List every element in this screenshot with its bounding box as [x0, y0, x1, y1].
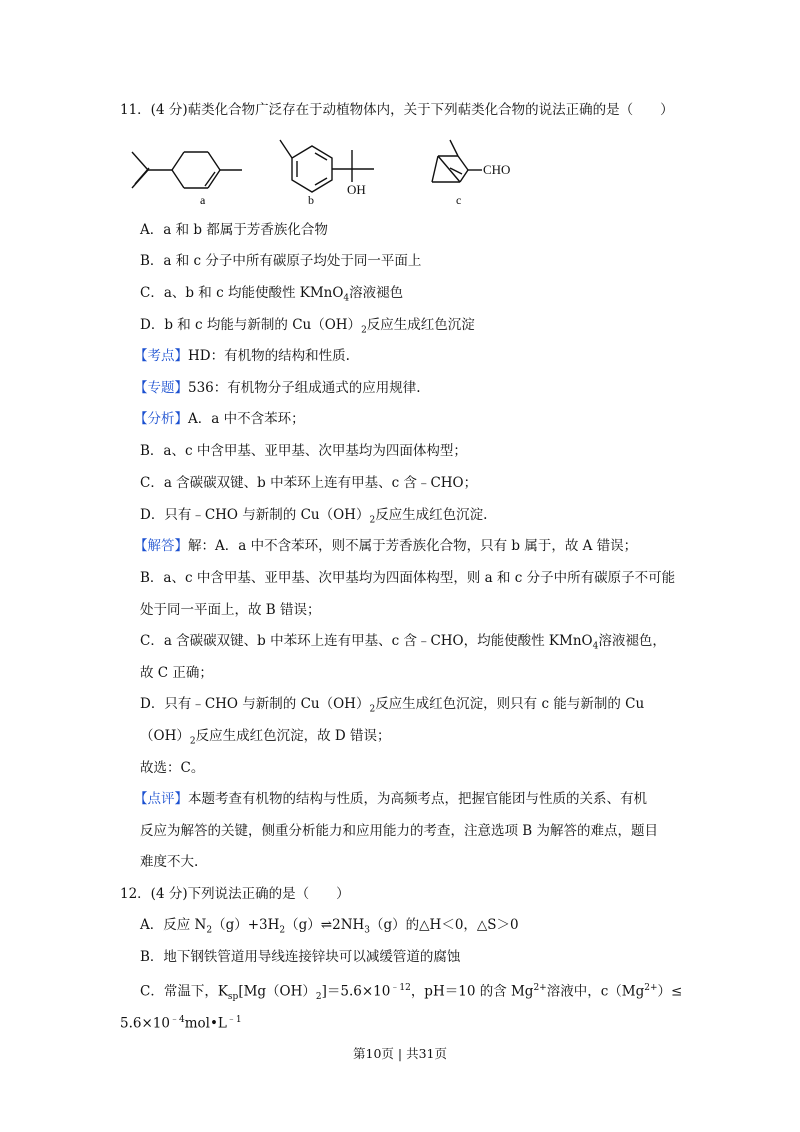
q11-jieda: 【解答】解：A．a 中不含苯环，则不属于芳香族化合物，只有 b 属于，故 A 错误； — [134, 538, 638, 554]
structure-a-label: a — [200, 193, 206, 207]
structure-c-label: c — [456, 193, 462, 207]
page-footer: 第10页 | 共31页 — [353, 1046, 447, 1061]
structure-b-label: b — [308, 193, 314, 207]
q11-fenxi: 【分析】A．a 中不含苯环； — [134, 411, 305, 427]
q11-jieda-c1: C．a 含碳碳双键、b 中苯环上连有甲基、c 含﹣CHO，均能使酸性 KMnO$_4$溶液褪色， — [140, 633, 666, 652]
structure-a — [132, 152, 242, 188]
q11-fenxi-d: D．只有﹣CHO 与新制的 $Cu(OH)_2$反应生成红色沉淀. — [140, 507, 488, 526]
q12-option-c-line2: $5.6\times 10^{﹣4}mol•L^{﹣1}$ — [120, 1015, 242, 1032]
q11-option-c: C．a、b 和 c 均能使酸性 KMnO$_4$溶液褪色 — [140, 285, 404, 304]
q11-dianping-2: 反应为解答的关键，侧重分析能力和应用能力的考查，注意选项 B 为解答的难点，题目 — [140, 823, 659, 839]
q12-stem: 12．(4 分)下列说法正确的是（ ） — [120, 886, 350, 902]
q11-jieda-b2: 处于同一平面上，故 B 错误； — [140, 602, 321, 618]
q11-kaodian: 【考点】HD：有机物的结构和性质. — [134, 348, 350, 364]
q12-option-a: A．反应 $N_2(g)+3H_2(g)\rightleftharpoons 2NH_3(g)$的△H＜0，△S＞0 — [140, 917, 519, 936]
q11-stem: 11．(4 分)萜类化合物广泛存在于动植物体内，关于下列萜类化合物的说法正确的是（ ） — [120, 102, 674, 118]
q12-option-c: C．常温下，$K_{sp}[Mg(OH)_2]=5.6\times 10^{﹣12}$，pH＝10 的含 $Mg^{2+}$溶液中，$c(Mg^{2+})\le$ — [140, 983, 683, 1003]
structure-c-cho: CHO — [483, 162, 511, 177]
q12-option-b: B．地下钢铁管道用导线连接锌块可以减缓管道的腐蚀 — [140, 949, 461, 965]
q11-guxuan: 故选：C。 — [140, 760, 205, 776]
q11-jieda-d2: $(OH)_2$反应生成红色沉淀，故 D 错误； — [140, 728, 391, 747]
q11-dianping-3: 难度不大. — [140, 854, 199, 870]
q11-jieda-c2: 故 C 正确； — [140, 665, 213, 681]
q11-option-d: D．b 和 c 均能与新制的 $Cu(OH)_2$反应生成红色沉淀 — [140, 317, 475, 336]
structure-c — [432, 140, 482, 182]
structure-b-oh: OH — [347, 182, 366, 197]
q11-fenxi-c: C．a 含碳碳双键、b 中苯环上连有甲基、c 含﹣CHO； — [140, 475, 478, 491]
q11-fenxi-b: B．a、c 中含甲基、亚甲基、次甲基均为四面体构型； — [140, 443, 467, 459]
q11-structures — [120, 130, 540, 212]
q11-jieda-b1: B．a、c 中含甲基、亚甲基、次甲基均为四面体构型，则 a 和 c 分子中所有碳原子不可能 — [140, 570, 676, 586]
q11-jieda-d1: D．只有﹣CHO 与新制的 $Cu(OH)_2$反应生成红色沉淀，则只有 c 能与新制的 Cu — [140, 696, 645, 715]
q11-option-a: A．a 和 b 都属于芳香族化合物 — [140, 222, 328, 238]
q11-option-b: B．a 和 c 分子中所有碳原子均处于同一平面上 — [140, 253, 422, 269]
q11-dianping: 【点评】本题考查有机物的结构与性质，为高频考点，把握官能团与性质的关系、有机 — [134, 791, 647, 807]
q11-zhuanti: 【专题】536：有机物分子组成通式的应用规律. — [134, 380, 421, 396]
